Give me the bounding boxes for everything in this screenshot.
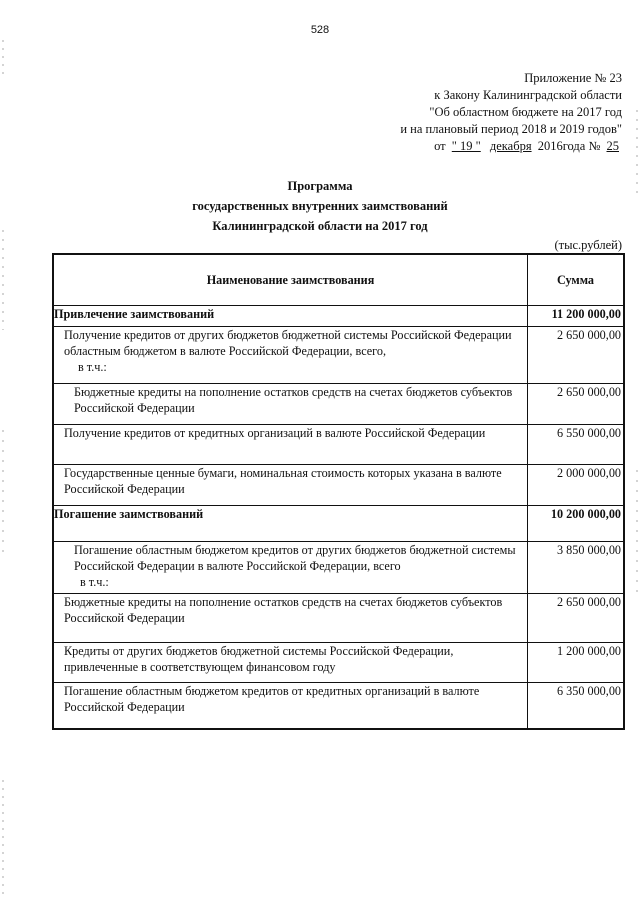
row-name: Погашение заимствований <box>53 506 528 542</box>
appendix-line-2: к Закону Калининградской области <box>434 88 622 102</box>
table-row <box>53 542 624 594</box>
appendix-header <box>400 70 622 155</box>
row-name: Кредиты от других бюджетов бюджетной системы Российской Федерации, привлеченные в соответствующем финансовом году <box>53 643 528 683</box>
row-amount: 2 650 000,00 <box>528 384 625 425</box>
table-row <box>53 683 624 729</box>
table-row <box>53 384 624 425</box>
scan-edge-marks-right <box>636 0 638 905</box>
row-name: Получение кредитов от кредитных организаций в валюте Российской Федерации <box>53 425 528 465</box>
row-amount: 2 650 000,00 <box>528 594 625 643</box>
row-name: Погашение областным бюджетом кредитов от кредитных организаций в валюте Российской Федерации <box>53 683 528 729</box>
row-amount: 2 000 000,00 <box>528 465 625 506</box>
row-name: Государственные ценные бумаги, номинальная стоимость которых указана в валюте Российской Федерации <box>53 465 528 506</box>
appendix-line-1: Приложение № 23 <box>524 71 622 85</box>
row-name: Получение кредитов от других бюджетов бюджетной системы Российской Федерации областным бюджетом в валюте Российской Федерации, всего, в т.ч.: <box>53 327 528 384</box>
table-row <box>53 465 624 506</box>
table-row <box>53 425 624 465</box>
header-amount: Сумма <box>528 254 625 306</box>
page-number: 528 <box>310 24 330 36</box>
date-month: декабря <box>489 139 532 153</box>
row-amount: 10 200 000,00 <box>528 506 625 542</box>
date-year: 2016года № <box>537 139 601 153</box>
date-prefix: от <box>434 139 446 153</box>
row-name: Бюджетные кредиты на пополнение остатков средств на счетах бюджетов субъектов Российской Федерации <box>53 384 528 425</box>
table-row <box>53 594 624 643</box>
row-note: в т.ч.: <box>80 575 109 589</box>
row-note: в т.ч.: <box>78 360 107 374</box>
table-header-row <box>53 254 624 306</box>
table-row <box>53 306 624 327</box>
title-line-3: Калининградской области на 2017 год <box>212 219 428 233</box>
appendix-line-4: и на плановый период 2018 и 2019 годов" <box>400 122 622 136</box>
appendix-date-line <box>400 138 622 155</box>
table-row <box>53 643 624 683</box>
row-name: Бюджетные кредиты на пополнение остатков средств на счетах бюджетов субъектов Российской Федерации <box>53 594 528 643</box>
row-name: Погашение областным бюджетом кредитов от других бюджетов бюджетной системы Российской Федерации в валюте Российской Федерации, всего в т.ч.: <box>53 542 528 594</box>
table-row <box>53 327 624 384</box>
units-label: (тыс.рублей) <box>554 238 622 252</box>
table-row <box>53 506 624 542</box>
date-day: " 19 " <box>451 139 481 153</box>
row-name: Привлечение заимствований <box>53 306 528 327</box>
borrowing-table <box>52 253 625 730</box>
row-amount: 11 200 000,00 <box>528 306 625 327</box>
law-number: 25 <box>606 139 619 153</box>
row-amount: 2 650 000,00 <box>528 327 625 384</box>
document-title <box>0 176 640 236</box>
row-amount: 1 200 000,00 <box>528 643 625 683</box>
title-line-1: Программа <box>287 179 353 193</box>
header-name: Наименование заимствования <box>53 254 528 306</box>
appendix-line-3: "Об областном бюджете на 2017 год <box>429 105 622 119</box>
row-amount: 6 350 000,00 <box>528 683 625 729</box>
title-line-2: государственных внутренних заимствований <box>192 199 448 213</box>
row-amount: 6 550 000,00 <box>528 425 625 465</box>
scan-edge-marks-left <box>2 0 4 905</box>
row-amount: 3 850 000,00 <box>528 542 625 594</box>
